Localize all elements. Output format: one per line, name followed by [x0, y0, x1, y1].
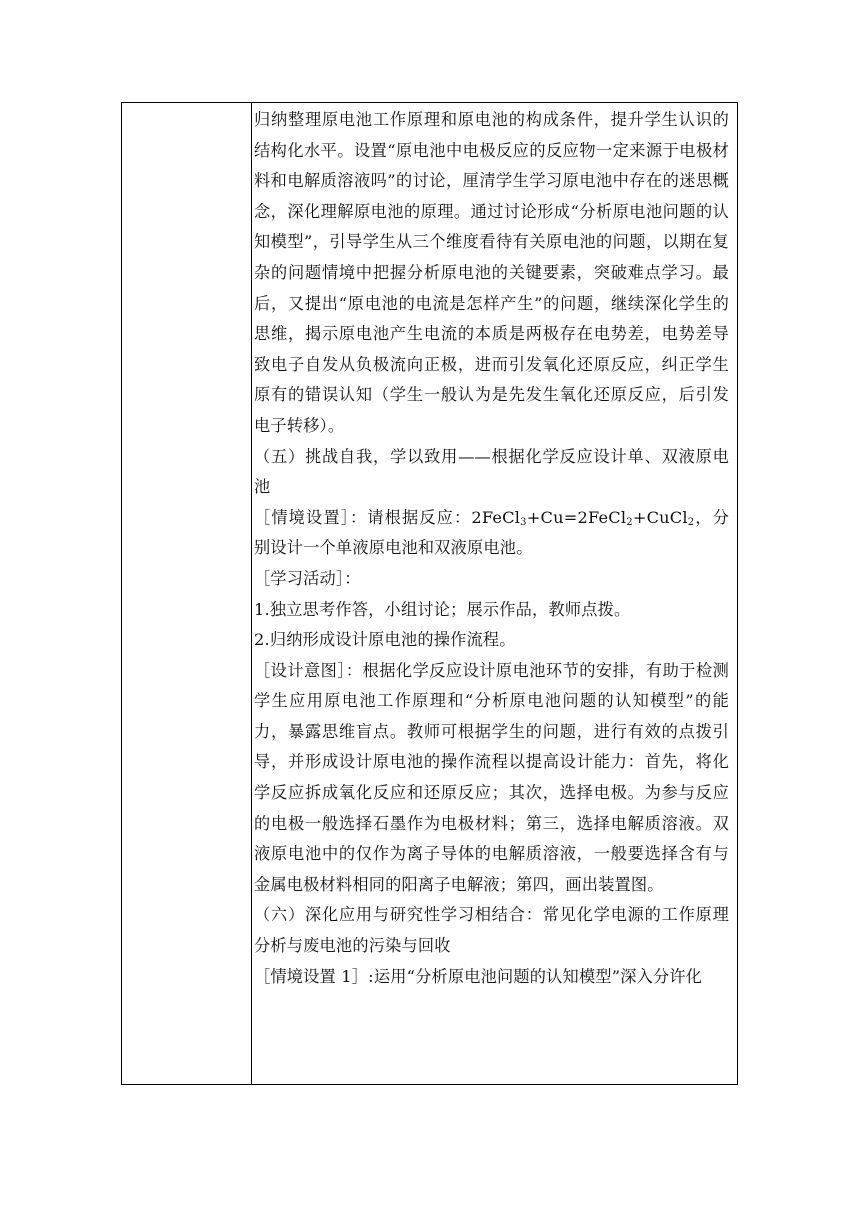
situation-suffix: ，分别设计一个单液原电池和双液原电池。	[254, 507, 729, 558]
subscript-2b: 2	[687, 516, 695, 528]
paragraph-learning-activity-heading: ［学习活动］：	[254, 568, 361, 588]
subscript-3: 3	[520, 516, 527, 528]
paragraph-situation-setting-1: ［情境设置 1］:运用“分析原电池问题的认知模型”深入分许化	[254, 966, 703, 986]
equation-middle-2: +CuCl	[632, 507, 688, 527]
subscript-2a: 2	[626, 516, 633, 528]
paragraph-design-intent: ［设计意图］：根据化学反应设计原电池环节的安排，有助于检测学生应用原电池工作原理和“分析原电池问题的认知模型”的能力，暴露思维盲点。教师可根据学生的问题，进行有效的点拨引导，并形成设计原电池的操作流程以提高设计能力：首先，将化学反应拆成氧化反应和还原反应；其次，选择电极。为参与反应的电极一般选择石墨作为电极材料；第三，选择电解质溶液。双液原电池中的仅作为离子导体的电解质溶液，一般要选择含有与金属电极材料相同的阳离子电解液；第四，画出装置图。	[254, 660, 729, 894]
equation-middle-1: +Cu=2FeCl	[526, 507, 627, 527]
paragraph-section-six-heading: （六）深化应用与研究性学习相结合：常见化学电源的工作原理分析与废电池的污染与回收	[254, 905, 729, 956]
left-table-cell	[122, 103, 252, 1084]
right-table-cell	[252, 103, 737, 1084]
paragraph-situation-setting	[254, 503, 729, 564]
paragraph-activity-2: 2.归纳形成设计原电池的操作流程。	[254, 630, 516, 650]
content-table	[121, 102, 738, 1085]
paragraph-activity-1: 1.独立思考作答，小组讨论；展示作品，教师点拨。	[254, 599, 631, 619]
paragraph-summary: 归纳整理原电池工作原理和原电池的构成条件，提升学生认识的结构化水平。设置“原电池中电极反应的反应物一定来源于电极材料和电解质溶液吗”的讨论，厘清学生学习原电池中存在的迷思概念，深化理解原电池的原理。通过讨论形成“分析原电池问题的认知模型”，引导学生从三个维度看待有关原电池的问题，以期在复杂的问题情境中把握分析原电池的关键要素，突破难点学习。最后，又提出“原电池的电流是怎样产生”的问题，继续深化学生的思维，揭示原电池产生电流的本质是两极存在电势差，电势差导致电子自发从负极流向正极，进而引发氧化还原反应，纠正学生原有的错误认知（学生一般认为是先发生氧化还原反应，后引发电子转移）。	[254, 110, 729, 435]
paragraph-section-five-heading: （五）挑战自我，学以致用——根据化学反应设计单、双液原电池	[254, 446, 729, 497]
situation-prefix: ［情境设置］：请根据反应：2FeCl	[254, 507, 521, 527]
